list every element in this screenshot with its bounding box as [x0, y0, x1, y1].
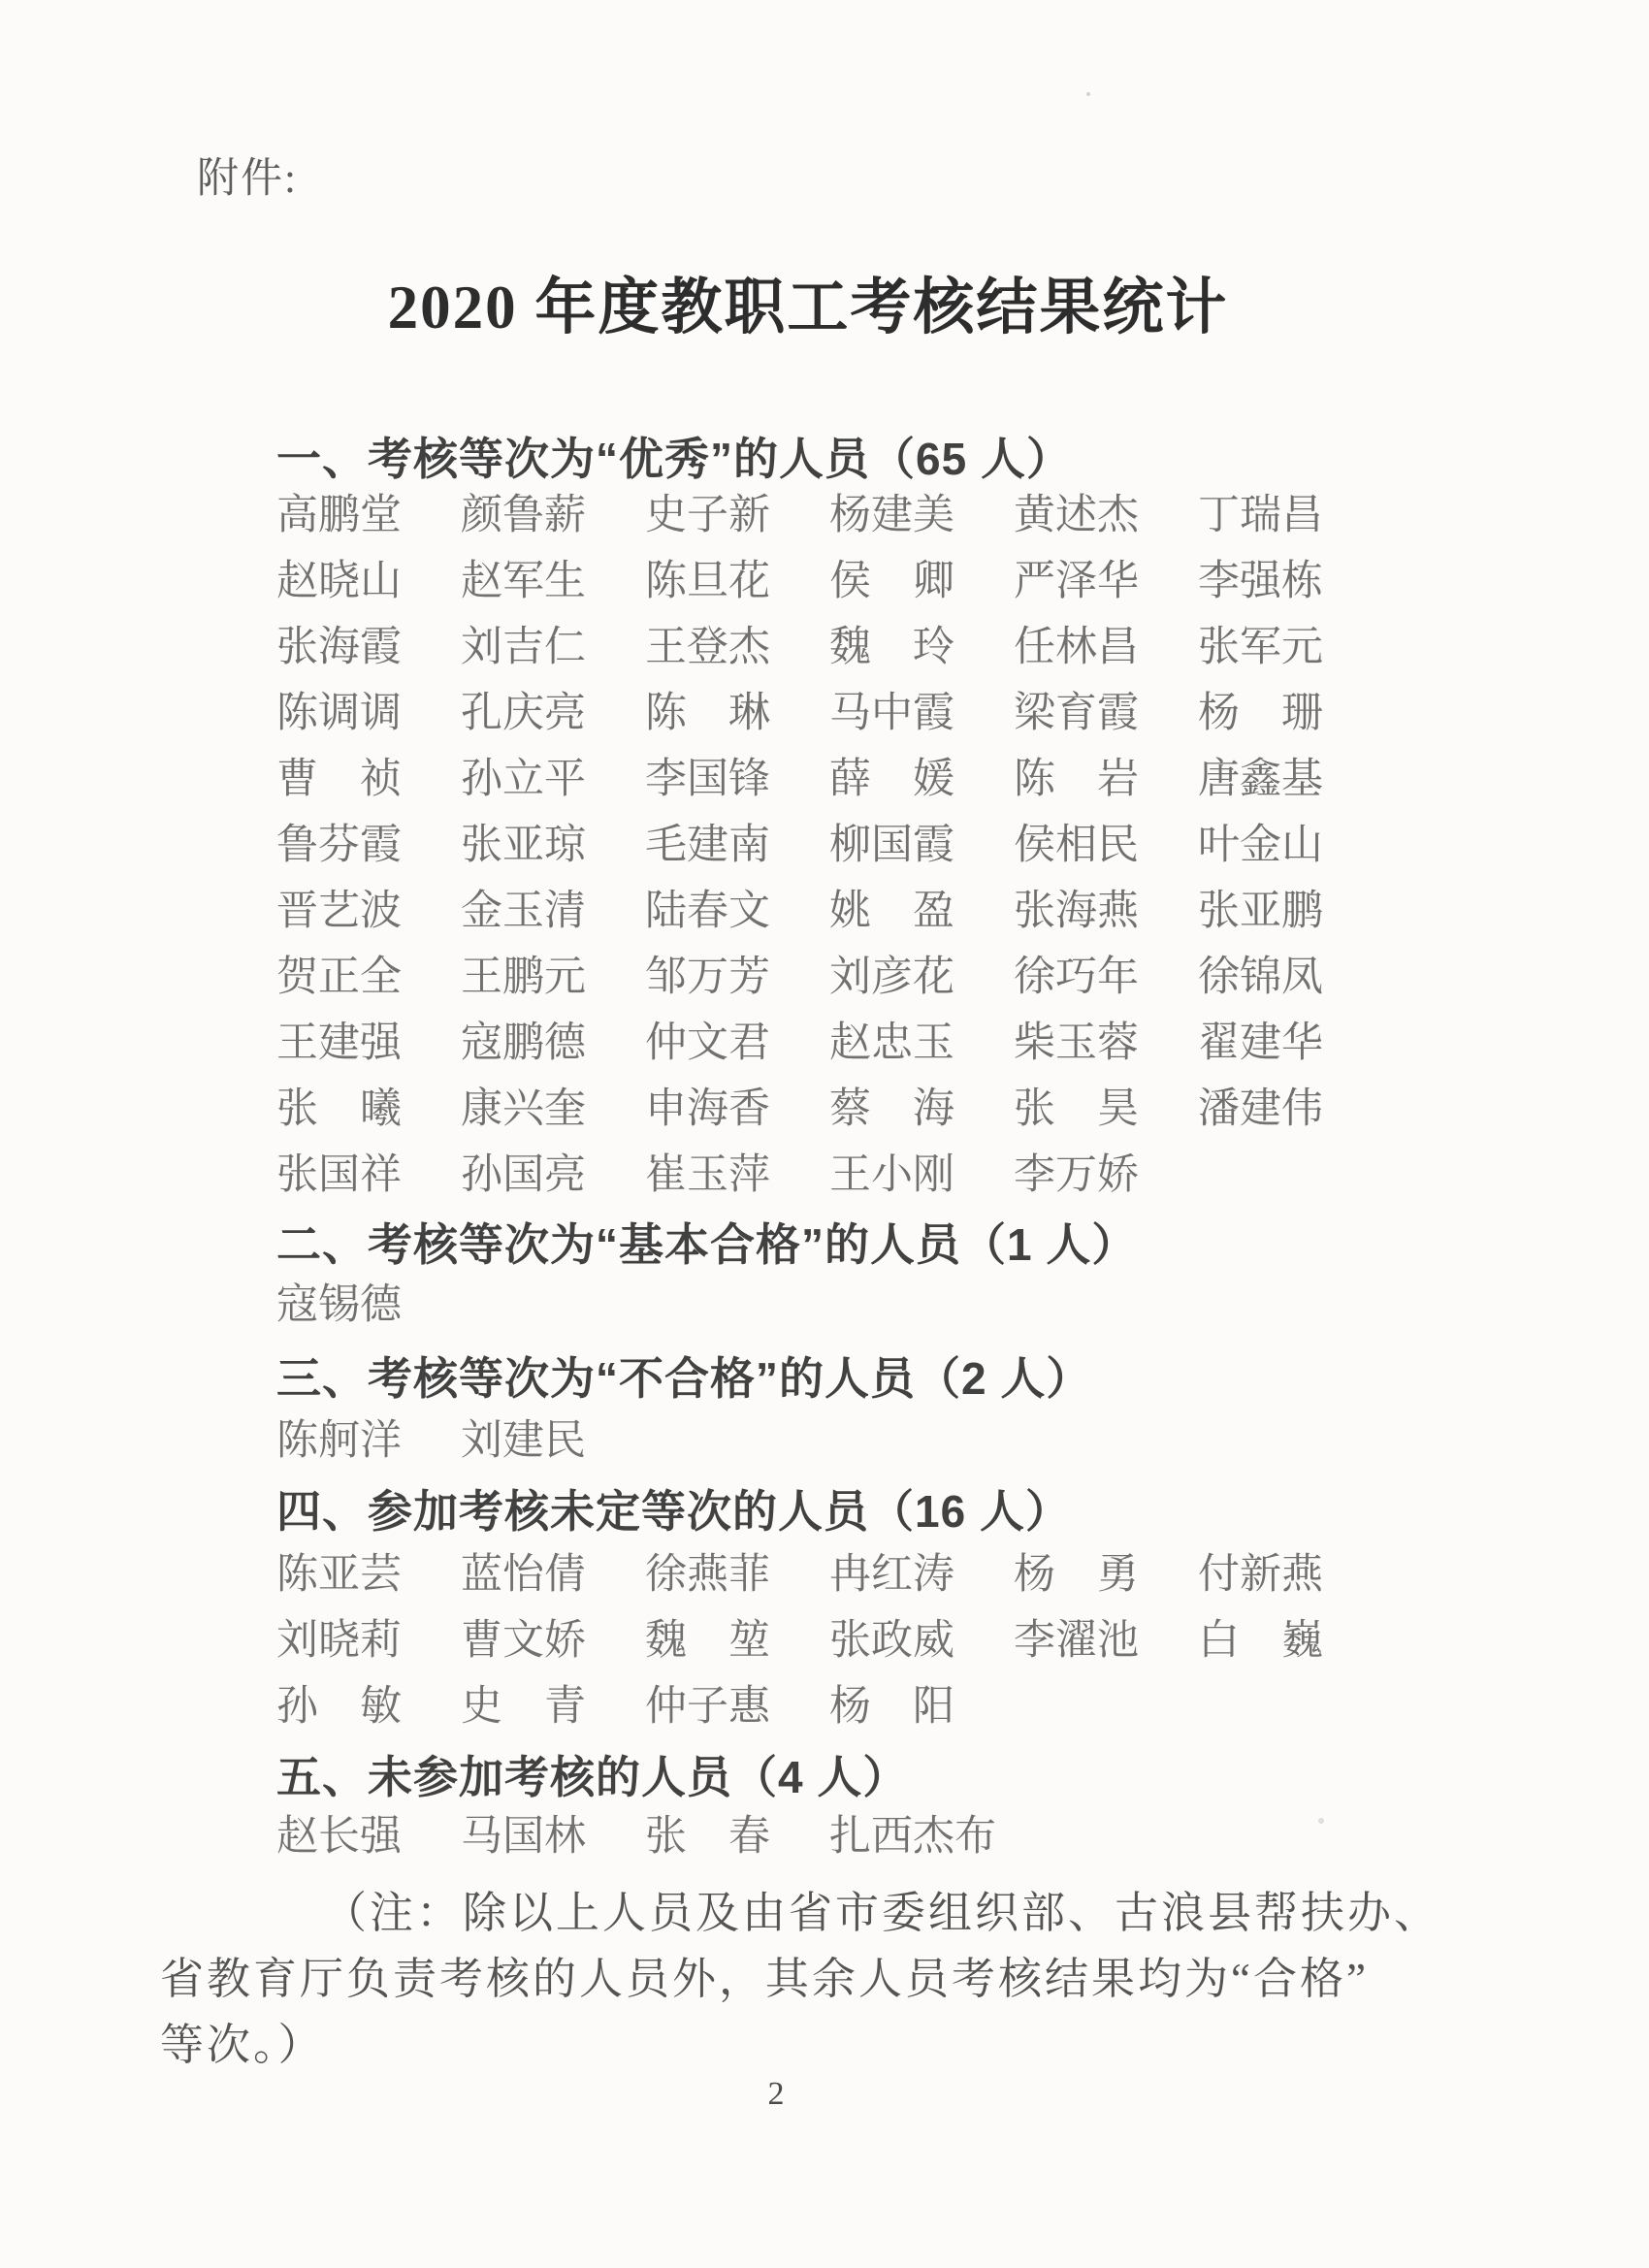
- person-name: 孔庆亮: [461, 691, 586, 736]
- person-name: 李濯池: [1014, 1618, 1139, 1664]
- section-rows-5: [276, 1804, 1518, 1870]
- person-name: 杨 阳: [829, 1684, 954, 1730]
- name-row: [276, 1143, 1518, 1209]
- person-name: 张 曦: [276, 1086, 402, 1132]
- person-name: 刘吉仁: [461, 625, 586, 670]
- person-name: 仲文君: [645, 1021, 770, 1066]
- name-row: [276, 483, 1518, 549]
- person-name: 扎西杰布: [829, 1814, 996, 1860]
- person-name: 史 青: [461, 1684, 586, 1730]
- person-name: 陈调调: [276, 691, 402, 736]
- person-name: 梁育霞: [1014, 691, 1139, 736]
- section-heading-2: 二、考核等次为“基本合格”的人员（1 人）: [276, 1219, 1138, 1270]
- name-row: [276, 1273, 1518, 1339]
- person-name: 杨建美: [829, 493, 954, 538]
- section-rows-3: [276, 1409, 1518, 1474]
- person-name: 任林昌: [1014, 625, 1139, 670]
- person-name: 蔡 海: [829, 1086, 954, 1132]
- person-name: 张 春: [645, 1814, 770, 1860]
- person-name: 高鹏堂: [276, 493, 402, 538]
- person-name: 康兴奎: [461, 1086, 586, 1132]
- person-name: 晋艺波: [276, 889, 402, 934]
- person-name: 曹文娇: [461, 1618, 586, 1664]
- person-name: 柴玉蓉: [1014, 1021, 1139, 1066]
- person-name: 王鹏元: [461, 955, 586, 1000]
- person-name: 贺正全: [276, 955, 402, 1000]
- page-number: 2: [767, 2076, 785, 2112]
- person-name: 孙立平: [461, 757, 586, 802]
- person-name: 姚 盈: [829, 889, 954, 934]
- person-name: 徐锦凤: [1198, 955, 1323, 1000]
- page-title: 2020 年度教职工考核结果统计: [387, 274, 1229, 341]
- section-heading-4: 四、参加考核未定等次的人员（16 人）: [276, 1486, 1071, 1537]
- person-name: 史子新: [645, 493, 770, 538]
- person-name: 叶金山: [1198, 823, 1323, 868]
- person-name: 黄述杰: [1014, 493, 1139, 538]
- person-name: 李国锋: [645, 757, 770, 802]
- section-rows-1: [276, 483, 1518, 1209]
- person-name: 寇锡德: [276, 1282, 402, 1328]
- section-heading-3: 三、考核等次为“不合格”的人员（2 人）: [276, 1353, 1092, 1404]
- person-name: 陈旦花: [645, 559, 770, 604]
- person-name: 潘建伟: [1198, 1086, 1323, 1132]
- person-name: 王登杰: [645, 625, 770, 670]
- person-name: 邹万芳: [645, 955, 770, 1000]
- person-name: 鲁芬霞: [276, 823, 402, 868]
- name-row: [276, 1011, 1518, 1077]
- person-name: 曹 祯: [276, 757, 402, 802]
- person-name: 颜鲁薪: [461, 493, 586, 538]
- person-name: 赵军生: [461, 559, 586, 604]
- person-name: 张 昊: [1014, 1086, 1139, 1132]
- person-name: 张海燕: [1014, 889, 1139, 934]
- person-name: 张亚琼: [461, 823, 586, 868]
- name-row: [276, 1608, 1518, 1674]
- person-name: 杨 珊: [1198, 691, 1323, 736]
- name-row: [276, 1409, 1518, 1474]
- person-name: 马国林: [461, 1814, 586, 1860]
- person-name: 李万娇: [1014, 1152, 1139, 1198]
- person-name: 张国祥: [276, 1152, 402, 1198]
- person-name: 唐鑫基: [1198, 757, 1323, 802]
- person-name: 魏 堃: [645, 1618, 770, 1664]
- name-row: [276, 681, 1518, 747]
- person-name: 王建强: [276, 1021, 402, 1066]
- section-heading-1: 一、考核等次为“优秀”的人员（65 人）: [276, 434, 1072, 484]
- person-name: 王小刚: [829, 1152, 954, 1198]
- person-name: 赵长强: [276, 1814, 402, 1860]
- name-row: [276, 813, 1518, 879]
- person-name: 李强栋: [1198, 559, 1323, 604]
- person-name: 寇鹏德: [461, 1021, 586, 1066]
- person-name: 付新燕: [1198, 1552, 1323, 1598]
- person-name: 孙 敏: [276, 1684, 402, 1730]
- person-name: 魏 玲: [829, 625, 954, 670]
- person-name: 陈舸洋: [276, 1418, 402, 1464]
- person-name: 张政威: [829, 1618, 954, 1664]
- person-name: 翟建华: [1198, 1021, 1323, 1066]
- person-name: 丁瑞昌: [1198, 493, 1323, 538]
- person-name: 崔玉萍: [645, 1152, 770, 1198]
- name-row: [276, 1542, 1518, 1608]
- person-name: 金玉清: [461, 889, 586, 934]
- name-row: [276, 1077, 1518, 1143]
- name-row: [276, 945, 1518, 1011]
- name-row: [276, 549, 1518, 615]
- name-row: [276, 615, 1518, 681]
- person-name: 马中霞: [829, 691, 954, 736]
- attachment-label: 附件:: [197, 156, 298, 202]
- person-name: 冉红涛: [829, 1552, 954, 1598]
- person-name: 陈 岩: [1014, 757, 1139, 802]
- person-name: 严泽华: [1014, 559, 1139, 604]
- name-row: [276, 1674, 1518, 1740]
- footnote-line: 等次。）: [160, 2021, 325, 2069]
- section-rows-2: [276, 1273, 1518, 1339]
- person-name: 申海香: [645, 1086, 770, 1132]
- person-name: 孙国亮: [461, 1152, 586, 1198]
- person-name: 侯相民: [1014, 823, 1139, 868]
- person-name: 张海霞: [276, 625, 402, 670]
- person-name: 刘建民: [461, 1418, 586, 1464]
- person-name: 杨 勇: [1014, 1552, 1139, 1598]
- name-row: [276, 1804, 1518, 1870]
- person-name: 赵忠玉: [829, 1021, 954, 1066]
- person-name: 徐巧年: [1014, 955, 1139, 1000]
- person-name: 陈 琳: [645, 691, 770, 736]
- person-name: 刘彦花: [829, 955, 954, 1000]
- person-name: 薛 媛: [829, 757, 954, 802]
- person-name: 徐燕菲: [645, 1552, 770, 1598]
- footnote-line: 省教育厅负责考核的人员外，其余人员考核结果均为“合格”: [160, 1955, 1369, 2003]
- person-name: 刘晓莉: [276, 1618, 402, 1664]
- person-name: 毛建南: [645, 823, 770, 868]
- name-row: [276, 747, 1518, 813]
- section-heading-5: 五、未参加考核的人员（4 人）: [276, 1752, 909, 1802]
- person-name: 侯 卿: [829, 559, 954, 604]
- person-name: 白 巍: [1198, 1618, 1323, 1664]
- person-name: 张亚鹏: [1198, 889, 1323, 934]
- person-name: 赵晓山: [276, 559, 402, 604]
- person-name: 陆春文: [645, 889, 770, 934]
- name-row: [276, 879, 1518, 945]
- person-name: 仲子惠: [645, 1684, 770, 1730]
- footnote-line: （注：除以上人员及由省市委组织部、古浪县帮扶办、: [323, 1889, 1441, 1937]
- person-name: 张军元: [1198, 625, 1323, 670]
- footnote: [160, 1880, 1537, 2078]
- person-name: 柳国霞: [829, 823, 954, 868]
- person-name: 蓝怡倩: [461, 1552, 586, 1598]
- person-name: 陈亚芸: [276, 1552, 402, 1598]
- section-rows-4: [276, 1542, 1518, 1740]
